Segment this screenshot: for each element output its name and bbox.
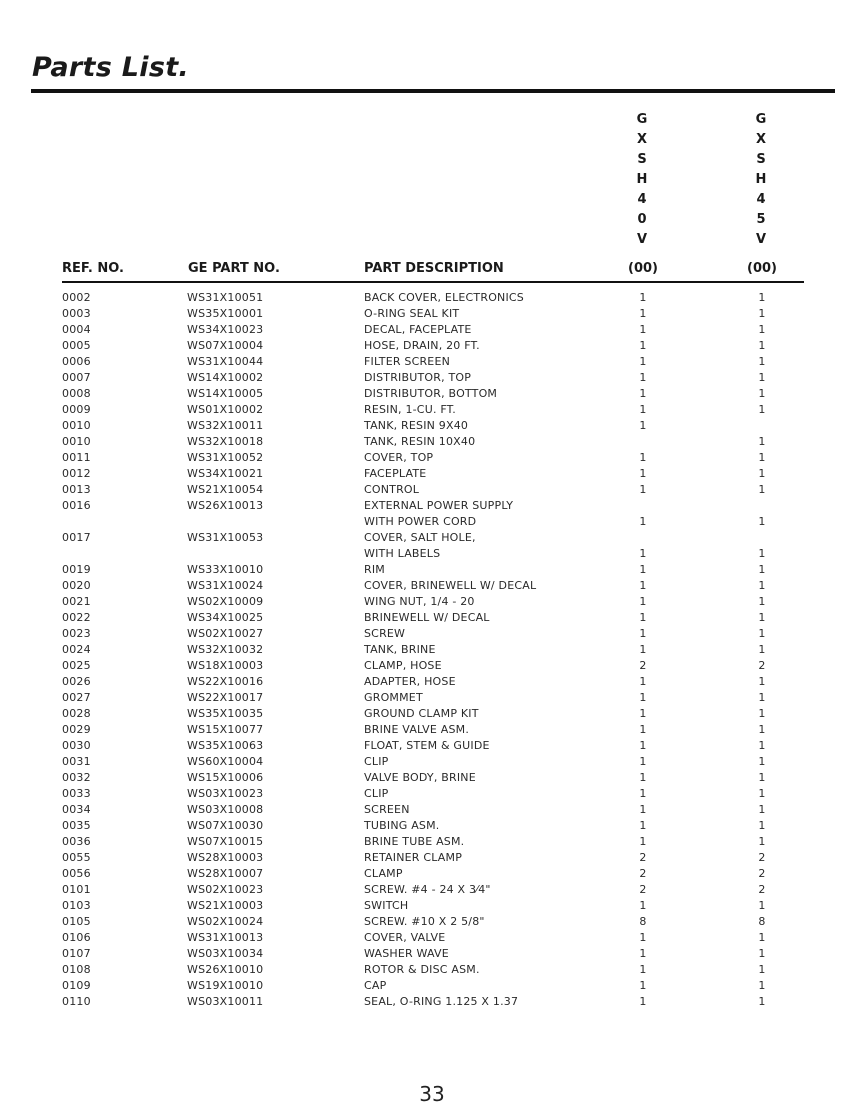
qty-model-2-cell: 1 xyxy=(758,515,766,528)
ref-no-cell: 0109 xyxy=(62,979,91,992)
qty-model-1-cell: 1 xyxy=(639,627,647,640)
part-no-cell: WS14X10002 xyxy=(187,371,264,384)
description-cell: O-RING SEAL KIT xyxy=(364,307,460,320)
model-1-suffix-header: (00) xyxy=(628,261,658,276)
ref-no-cell: 0003 xyxy=(62,307,91,320)
qty-model-2-cell: 1 xyxy=(758,323,766,336)
part-no-cell: WS31X10013 xyxy=(187,931,264,944)
table-row xyxy=(0,658,864,674)
part-no-cell: WS22X10016 xyxy=(187,675,264,688)
qty-model-1-cell: 1 xyxy=(639,403,647,416)
table-row xyxy=(0,498,864,514)
part-no-cell: WS35X10035 xyxy=(187,707,264,720)
qty-model-2-cell: 1 xyxy=(758,819,766,832)
qty-model-2-cell: 1 xyxy=(758,547,766,560)
qty-model-1-cell: 1 xyxy=(639,723,647,736)
ref-no-cell: 0107 xyxy=(62,947,91,960)
qty-model-1-cell: 1 xyxy=(639,995,647,1008)
description-cell: VALVE BODY, BRINE xyxy=(364,771,476,784)
title-divider xyxy=(31,89,835,93)
table-row xyxy=(0,722,864,738)
page-number: 33 xyxy=(419,1082,445,1106)
qty-model-2-cell: 1 xyxy=(758,675,766,688)
table-row xyxy=(0,898,864,914)
part-no-cell: WS18X10003 xyxy=(187,659,264,672)
ref-no-cell: 0032 xyxy=(62,771,91,784)
model-letter: S xyxy=(637,152,647,167)
qty-model-1-cell: 2 xyxy=(639,867,647,880)
qty-model-1-cell: 1 xyxy=(639,467,647,480)
qty-model-2-cell: 2 xyxy=(758,659,766,672)
part-no-cell: WS07X10015 xyxy=(187,835,264,848)
table-row xyxy=(0,770,864,786)
table-row xyxy=(0,290,864,306)
part-no-cell: WS03X10008 xyxy=(187,803,264,816)
description-cell: CLAMP xyxy=(364,867,403,880)
ref-no-cell: 0029 xyxy=(62,723,91,736)
qty-model-2-cell: 1 xyxy=(758,787,766,800)
qty-model-2-cell: 1 xyxy=(758,467,766,480)
part-no-cell: WS19X10010 xyxy=(187,979,264,992)
ref-no-header: REF. NO. xyxy=(62,261,124,276)
part-no-cell: WS22X10017 xyxy=(187,691,264,704)
part-no-cell: WS32X10011 xyxy=(187,419,264,432)
table-row xyxy=(0,546,864,562)
qty-model-2-cell: 1 xyxy=(758,483,766,496)
part-no-cell: WS31X10044 xyxy=(187,355,264,368)
ref-no-cell: 0030 xyxy=(62,739,91,752)
ref-no-cell: 0019 xyxy=(62,563,91,576)
ref-no-cell: 0033 xyxy=(62,787,91,800)
qty-model-1-cell: 1 xyxy=(639,387,647,400)
qty-model-2-cell: 1 xyxy=(758,387,766,400)
ref-no-cell: 0022 xyxy=(62,611,91,624)
part-no-cell: WS21X10054 xyxy=(187,483,264,496)
ref-no-cell: 0110 xyxy=(62,995,91,1008)
part-no-cell: WS03X10034 xyxy=(187,947,264,960)
qty-model-2-cell: 1 xyxy=(758,451,766,464)
ref-no-cell: 0021 xyxy=(62,595,91,608)
description-cell: GROMMET xyxy=(364,691,423,704)
ref-no-cell: 0009 xyxy=(62,403,91,416)
qty-model-2-cell: 1 xyxy=(758,835,766,848)
qty-model-2-cell: 1 xyxy=(758,755,766,768)
description-cell: COVER, BRINEWELL W/ DECAL xyxy=(364,579,537,592)
ref-no-cell: 0105 xyxy=(62,915,91,928)
description-cell: FACEPLATE xyxy=(364,467,427,480)
table-row xyxy=(0,466,864,482)
qty-model-2-cell: 1 xyxy=(758,723,766,736)
part-no-cell: WS26X10013 xyxy=(187,499,264,512)
qty-model-1-cell: 1 xyxy=(639,451,647,464)
description-cell: SCREW xyxy=(364,627,406,640)
part-no-cell: WS35X10001 xyxy=(187,307,264,320)
part-no-cell: WS31X10052 xyxy=(187,451,264,464)
model-letter: X xyxy=(636,132,648,147)
model-letter: H xyxy=(636,172,648,187)
qty-model-1-cell: 2 xyxy=(639,659,647,672)
qty-model-2-cell: 2 xyxy=(758,883,766,896)
description-cell: BACK COVER, ELECTRONICS xyxy=(364,291,524,304)
ref-no-cell: 0036 xyxy=(62,835,91,848)
description-cell: SCREW. #10 X 2 5/8" xyxy=(364,915,485,928)
page-title: Parts List. xyxy=(32,52,189,83)
qty-model-1-cell: 1 xyxy=(639,931,647,944)
description-cell: SCREW. #4 - 24 X 3⁄4" xyxy=(364,883,491,896)
part-no-cell: WS02X10009 xyxy=(187,595,264,608)
description-cell: CONTROL xyxy=(364,483,420,496)
part-no-cell: WS31X10053 xyxy=(187,531,264,544)
ref-no-cell: 0020 xyxy=(62,579,91,592)
qty-model-2-cell: 1 xyxy=(758,771,766,784)
table-row xyxy=(0,914,864,930)
qty-model-2-cell: 1 xyxy=(758,691,766,704)
qty-model-2-cell: 1 xyxy=(758,355,766,368)
qty-model-1-cell: 1 xyxy=(639,947,647,960)
part-no-cell: WS15X10006 xyxy=(187,771,264,784)
ref-no-cell: 0055 xyxy=(62,851,91,864)
part-no-cell: WS31X10024 xyxy=(187,579,264,592)
table-row xyxy=(0,578,864,594)
qty-model-2-cell: 1 xyxy=(758,595,766,608)
model-letter: G xyxy=(755,112,767,127)
table-row xyxy=(0,562,864,578)
qty-model-2-cell: 1 xyxy=(758,291,766,304)
description-cell: RESIN, 1-CU. FT. xyxy=(364,403,456,416)
description-cell: TUBING ASM. xyxy=(364,819,440,832)
ref-no-cell: 0025 xyxy=(62,659,91,672)
ref-no-cell: 0101 xyxy=(62,883,91,896)
description-cell: TANK, BRINE xyxy=(364,643,436,656)
qty-model-2-cell: 1 xyxy=(758,403,766,416)
qty-model-2-cell: 2 xyxy=(758,851,766,864)
table-row xyxy=(0,322,864,338)
qty-model-1-cell: 1 xyxy=(639,835,647,848)
model-letter: S xyxy=(756,152,766,167)
table-row xyxy=(0,754,864,770)
description-cell: WITH LABELS xyxy=(364,547,441,560)
description-cell: SCREEN xyxy=(364,803,410,816)
table-row xyxy=(0,866,864,882)
description-cell: WASHER WAVE xyxy=(364,947,449,960)
ref-no-cell: 0012 xyxy=(62,467,91,480)
qty-model-2-cell: 1 xyxy=(758,339,766,352)
ref-no-cell: 0023 xyxy=(62,627,91,640)
description-cell: TANK, RESIN 10X40 xyxy=(364,435,476,448)
description-cell: FILTER SCREEN xyxy=(364,355,451,368)
qty-model-1-cell: 1 xyxy=(639,819,647,832)
part-no-cell: WS15X10077 xyxy=(187,723,264,736)
part-no-cell: WS32X10032 xyxy=(187,643,264,656)
part-no-cell: WS03X10011 xyxy=(187,995,264,1008)
qty-model-1-cell: 1 xyxy=(639,675,647,688)
model-letter: H xyxy=(755,172,767,187)
qty-model-1-cell: 1 xyxy=(639,483,647,496)
table-row xyxy=(0,594,864,610)
qty-model-1-cell: 1 xyxy=(639,755,647,768)
table-row xyxy=(0,738,864,754)
table-row xyxy=(0,834,864,850)
table-row xyxy=(0,306,864,322)
description-cell: BRINE TUBE ASM. xyxy=(364,835,465,848)
ref-no-cell: 0010 xyxy=(62,419,91,432)
table-row xyxy=(0,402,864,418)
description-cell: COVER, SALT HOLE, xyxy=(364,531,476,544)
ref-no-cell: 0011 xyxy=(62,451,91,464)
part-no-cell: WS33X10010 xyxy=(187,563,264,576)
table-row xyxy=(0,530,864,546)
qty-model-1-cell: 2 xyxy=(639,883,647,896)
part-description-header: PART DESCRIPTION xyxy=(364,261,504,276)
qty-model-1-cell: 1 xyxy=(639,707,647,720)
model-letter: V xyxy=(755,232,767,247)
description-cell: COVER, TOP xyxy=(364,451,434,464)
ref-no-cell: 0024 xyxy=(62,643,91,656)
part-no-cell: WS60X10004 xyxy=(187,755,264,768)
qty-model-1-cell: 1 xyxy=(639,899,647,912)
description-cell: ADAPTER, HOSE xyxy=(364,675,456,688)
qty-model-2-cell: 1 xyxy=(758,307,766,320)
qty-model-1-cell: 1 xyxy=(639,803,647,816)
table-row xyxy=(0,818,864,834)
qty-model-1-cell: 1 xyxy=(639,739,647,752)
description-cell: SWITCH xyxy=(364,899,409,912)
ref-no-cell: 0106 xyxy=(62,931,91,944)
model-column-header-1 xyxy=(630,110,654,250)
part-no-cell: WS02X10023 xyxy=(187,883,264,896)
ref-no-cell: 0028 xyxy=(62,707,91,720)
description-cell: WITH POWER CORD xyxy=(364,515,477,528)
description-cell: RETAINER CLAMP xyxy=(364,851,463,864)
model-letter: 5 xyxy=(756,212,766,227)
description-cell: CLAMP, HOSE xyxy=(364,659,442,672)
qty-model-1-cell: 1 xyxy=(639,339,647,352)
description-cell: BRINEWELL W/ DECAL xyxy=(364,611,490,624)
qty-model-2-cell: 1 xyxy=(758,643,766,656)
part-no-cell: WS26X10010 xyxy=(187,963,264,976)
qty-model-1-cell: 1 xyxy=(639,643,647,656)
qty-model-1-cell: 1 xyxy=(639,771,647,784)
ref-no-cell: 0103 xyxy=(62,899,91,912)
ref-no-cell: 0017 xyxy=(62,531,91,544)
ref-no-cell: 0026 xyxy=(62,675,91,688)
model-letter: 4 xyxy=(637,192,647,207)
part-no-cell: WS31X10051 xyxy=(187,291,264,304)
qty-model-1-cell: 1 xyxy=(639,691,647,704)
table-row xyxy=(0,786,864,802)
table-row xyxy=(0,626,864,642)
part-no-cell: WS03X10023 xyxy=(187,787,264,800)
ge-part-no-header: GE PART NO. xyxy=(188,261,280,276)
ref-no-cell: 0013 xyxy=(62,483,91,496)
qty-model-2-cell: 1 xyxy=(758,739,766,752)
ref-no-cell: 0031 xyxy=(62,755,91,768)
table-row xyxy=(0,690,864,706)
qty-model-1-cell: 1 xyxy=(639,419,647,432)
description-cell: SEAL, O-RING 1.125 X 1.37 xyxy=(364,995,519,1008)
header-divider xyxy=(62,281,804,283)
description-cell: WING NUT, 1/4 - 20 xyxy=(364,595,475,608)
ref-no-cell: 0008 xyxy=(62,387,91,400)
part-no-cell: WS02X10024 xyxy=(187,915,264,928)
ref-no-cell: 0006 xyxy=(62,355,91,368)
part-no-cell: WS34X10023 xyxy=(187,323,264,336)
description-cell: DISTRIBUTOR, BOTTOM xyxy=(364,387,498,400)
table-row xyxy=(0,674,864,690)
qty-model-1-cell: 1 xyxy=(639,515,647,528)
description-cell: CLIP xyxy=(364,787,389,800)
qty-model-2-cell: 1 xyxy=(758,707,766,720)
table-row xyxy=(0,482,864,498)
model-letter: V xyxy=(636,232,648,247)
part-no-cell: WS28X10007 xyxy=(187,867,264,880)
part-no-cell: WS07X10004 xyxy=(187,339,264,352)
part-no-cell: WS02X10027 xyxy=(187,627,264,640)
model-letter: 4 xyxy=(756,192,766,207)
qty-model-1-cell: 1 xyxy=(639,355,647,368)
table-row xyxy=(0,994,864,1010)
qty-model-2-cell: 1 xyxy=(758,563,766,576)
ref-no-cell: 0010 xyxy=(62,435,91,448)
ref-no-cell: 0004 xyxy=(62,323,91,336)
qty-model-1-cell: 1 xyxy=(639,547,647,560)
table-row xyxy=(0,450,864,466)
part-no-cell: WS07X10030 xyxy=(187,819,264,832)
description-cell: CAP xyxy=(364,979,387,992)
qty-model-2-cell: 1 xyxy=(758,627,766,640)
description-cell: COVER, VALVE xyxy=(364,931,446,944)
qty-model-2-cell: 1 xyxy=(758,371,766,384)
part-no-cell: WS35X10063 xyxy=(187,739,264,752)
table-row xyxy=(0,978,864,994)
description-cell: HOSE, DRAIN, 20 FT. xyxy=(364,339,480,352)
qty-model-2-cell: 8 xyxy=(758,915,766,928)
qty-model-1-cell: 1 xyxy=(639,371,647,384)
model-letter: G xyxy=(636,112,648,127)
ref-no-cell: 0005 xyxy=(62,339,91,352)
qty-model-2-cell: 1 xyxy=(758,435,766,448)
qty-model-1-cell: 1 xyxy=(639,307,647,320)
qty-model-2-cell: 1 xyxy=(758,579,766,592)
part-no-cell: WS34X10021 xyxy=(187,467,264,480)
description-cell: DECAL, FACEPLATE xyxy=(364,323,472,336)
qty-model-1-cell: 1 xyxy=(639,563,647,576)
table-row xyxy=(0,418,864,434)
ref-no-cell: 0027 xyxy=(62,691,91,704)
qty-model-2-cell: 1 xyxy=(758,611,766,624)
table-row xyxy=(0,930,864,946)
ref-no-cell: 0007 xyxy=(62,371,91,384)
description-cell: FLOAT, STEM & GUIDE xyxy=(364,739,490,752)
model-column-header-2 xyxy=(749,110,773,250)
table-row xyxy=(0,882,864,898)
qty-model-1-cell: 1 xyxy=(639,963,647,976)
parts-table xyxy=(0,290,864,1010)
table-row xyxy=(0,802,864,818)
qty-model-1-cell: 1 xyxy=(639,979,647,992)
ref-no-cell: 0108 xyxy=(62,963,91,976)
ref-no-cell: 0034 xyxy=(62,803,91,816)
ref-no-cell: 0056 xyxy=(62,867,91,880)
table-row xyxy=(0,434,864,450)
part-no-cell: WS01X10002 xyxy=(187,403,264,416)
qty-model-1-cell: 1 xyxy=(639,787,647,800)
qty-model-2-cell: 1 xyxy=(758,979,766,992)
qty-model-1-cell: 2 xyxy=(639,851,647,864)
table-row xyxy=(0,354,864,370)
model-letter: X xyxy=(755,132,767,147)
qty-model-2-cell: 1 xyxy=(758,995,766,1008)
table-row xyxy=(0,370,864,386)
table-row xyxy=(0,706,864,722)
description-cell: ROTOR & DISC ASM. xyxy=(364,963,480,976)
table-row xyxy=(0,386,864,402)
table-row xyxy=(0,514,864,530)
description-cell: BRINE VALVE ASM. xyxy=(364,723,470,736)
qty-model-2-cell: 2 xyxy=(758,867,766,880)
description-cell: GROUND CLAMP KIT xyxy=(364,707,479,720)
qty-model-1-cell: 1 xyxy=(639,291,647,304)
part-no-cell: WS32X10018 xyxy=(187,435,264,448)
qty-model-1-cell: 1 xyxy=(639,595,647,608)
qty-model-2-cell: 1 xyxy=(758,899,766,912)
part-no-cell: WS14X10005 xyxy=(187,387,264,400)
qty-model-2-cell: 1 xyxy=(758,803,766,816)
description-cell: RIM xyxy=(364,563,385,576)
qty-model-1-cell: 1 xyxy=(639,323,647,336)
ref-no-cell: 0035 xyxy=(62,819,91,832)
description-cell: TANK, RESIN 9X40 xyxy=(364,419,469,432)
ref-no-cell: 0002 xyxy=(62,291,91,304)
model-2-suffix-header: (00) xyxy=(747,261,777,276)
qty-model-1-cell: 1 xyxy=(639,579,647,592)
table-row xyxy=(0,610,864,626)
qty-model-2-cell: 1 xyxy=(758,931,766,944)
qty-model-2-cell: 1 xyxy=(758,947,766,960)
model-letter: 0 xyxy=(637,212,647,227)
qty-model-2-cell: 1 xyxy=(758,963,766,976)
qty-model-1-cell: 1 xyxy=(639,611,647,624)
description-cell: CLIP xyxy=(364,755,389,768)
table-row xyxy=(0,946,864,962)
table-row xyxy=(0,338,864,354)
table-row xyxy=(0,850,864,866)
part-no-cell: WS21X10003 xyxy=(187,899,264,912)
ref-no-cell: 0016 xyxy=(62,499,91,512)
part-no-cell: WS28X10003 xyxy=(187,851,264,864)
part-no-cell: WS34X10025 xyxy=(187,611,264,624)
table-row xyxy=(0,962,864,978)
table-row xyxy=(0,642,864,658)
description-cell: DISTRIBUTOR, TOP xyxy=(364,371,472,384)
description-cell: EXTERNAL POWER SUPPLY xyxy=(364,499,514,512)
qty-model-1-cell: 8 xyxy=(639,915,647,928)
